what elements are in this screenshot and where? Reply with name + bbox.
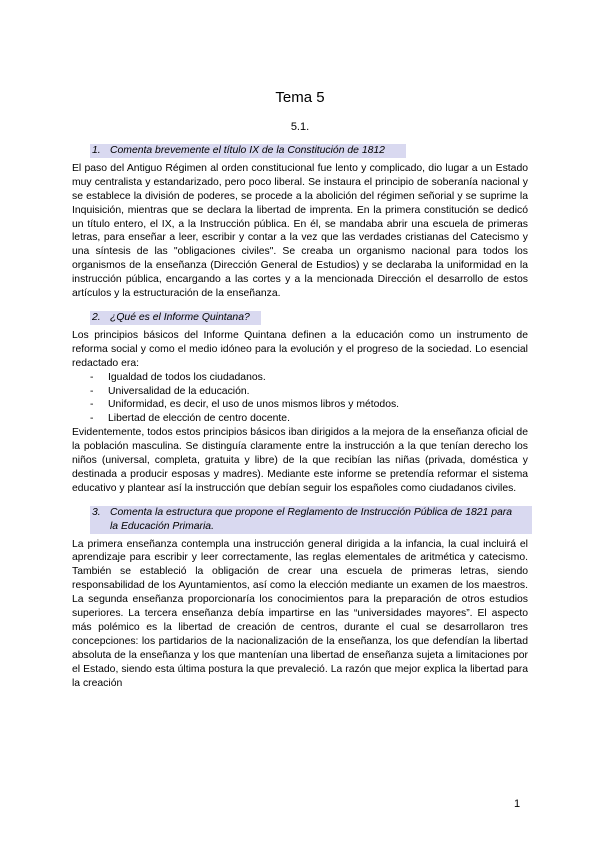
- list-item: - Igualdad de todos los ciudadanos.: [90, 371, 266, 383]
- list-item: - Universalidad de la educación.: [90, 385, 250, 397]
- list-item: - Uniformidad, es decir, el uso de unos mismos libros y métodos.: [90, 399, 400, 411]
- page-title: Tema 5: [275, 89, 325, 106]
- list-item: - Libertad de elección de centro docente.: [90, 413, 290, 425]
- section-1-heading-text: Comenta brevemente el título IX de la Constitución de 1812: [110, 145, 385, 156]
- section-1-paragraph: El paso del Antiguo Régimen al orden constitucional fue lento y complicado, dio lugar a un Estado muy centralista y estandarizado, pero poco liberal. Se instaura el principio de soberanía nacional y se establece la división de poderes, se procede a la abolición del régimen señorial y se suprime la Inquisición, mientras que se declara la libertad de imprenta. En la primera constitución se dedicó un título entero, el IX, a la Instrucción pública. En él, se mandaba abrir una escuela de primeras letras, para enseñar a leer, escribir y contar a la vez que las verdades cristianas del Catecismo y una síntesis de las "obligaciones civiles". Se creaba un organismo nacional para todos los organismos de la enseñanza (Dirección General de Estudios) y se declaraba la uniformidad en la instrucción pública, encargando a las cortes y a la mencionada Dirección el desarrollo de estos artículos y la estructuración de la enseñanza.: [72, 162, 528, 300]
- section-3-heading-text: Comenta la estructura que propone el Reglamento de Instrucción Pública de 1821 para la Educación Primaria.: [110, 506, 513, 532]
- section-number: 5.1.: [290, 121, 310, 133]
- document-body: [72, 144, 528, 691]
- section-3-paragraph: La primera enseñanza contempla una instrucción general dirigida a la infancia, la cual incluirá el aprendizaje para escribir y leer correctamente, las reglas elementales de aritmética y catecismo. También se estableció la obligación de crear una escuela de primeras letras, siendo responsabilidad de los Ayuntamientos, así como la elección mediante un examen de los maestros. La segunda enseñanza proporcionaría los conocimientos para la preparación de otros estudios superiores. La tercera enseñanza debía impartirse en las “universidades mayores”. El aspecto más polémico es la libertad de creación de centros, durante el cual se desarrollaron tres concepciones: los partidarios de la nacionalización de la enseñanza, los que defendían la libertad absoluta de la enseñanza y los que mantenían una libertad de enseñanza sujeta a limitaciones por el Estado, siendo esta última postura la que prevaleció. La razón que mejor explica la libertad para la creación: [72, 538, 528, 689]
- section-2-outro: Evidentemente, todos estos principios básicos iban dirigidos a la mejora de la enseñanza oficial de la población masculina. Se distinguía claramente entre la instrucción a la que tenían derecho los niños (universal, completa, gratuita y libre) de la que recibían las niñas (privada, doméstica y destinada a producir esposas y madres). Mediante este informe se pretendía reformar el sistema educativo y plantear así la instrucción que debían seguir los españoles como ciudadanos civiles.: [72, 427, 528, 494]
- section-2-heading-text: ¿Qué es el Informe Quintana?: [110, 311, 250, 323]
- section-2-heading: [72, 311, 528, 325]
- principles-list: [72, 371, 528, 427]
- section-3-number: 3.: [92, 506, 101, 518]
- section-3-heading: [72, 506, 528, 534]
- page-number: 1: [514, 798, 521, 810]
- section-2-number: 2.: [92, 311, 101, 323]
- section-2-intro: Los principios básicos del Informe Quintana definen a la educación como un instrumento de reforma social y como el medio idóneo para la evolución y el progreso de la sociedad. Lo esencial redactado era:: [72, 329, 528, 369]
- section-1-number: 1.: [92, 145, 101, 156]
- section-1-heading: [72, 144, 528, 158]
